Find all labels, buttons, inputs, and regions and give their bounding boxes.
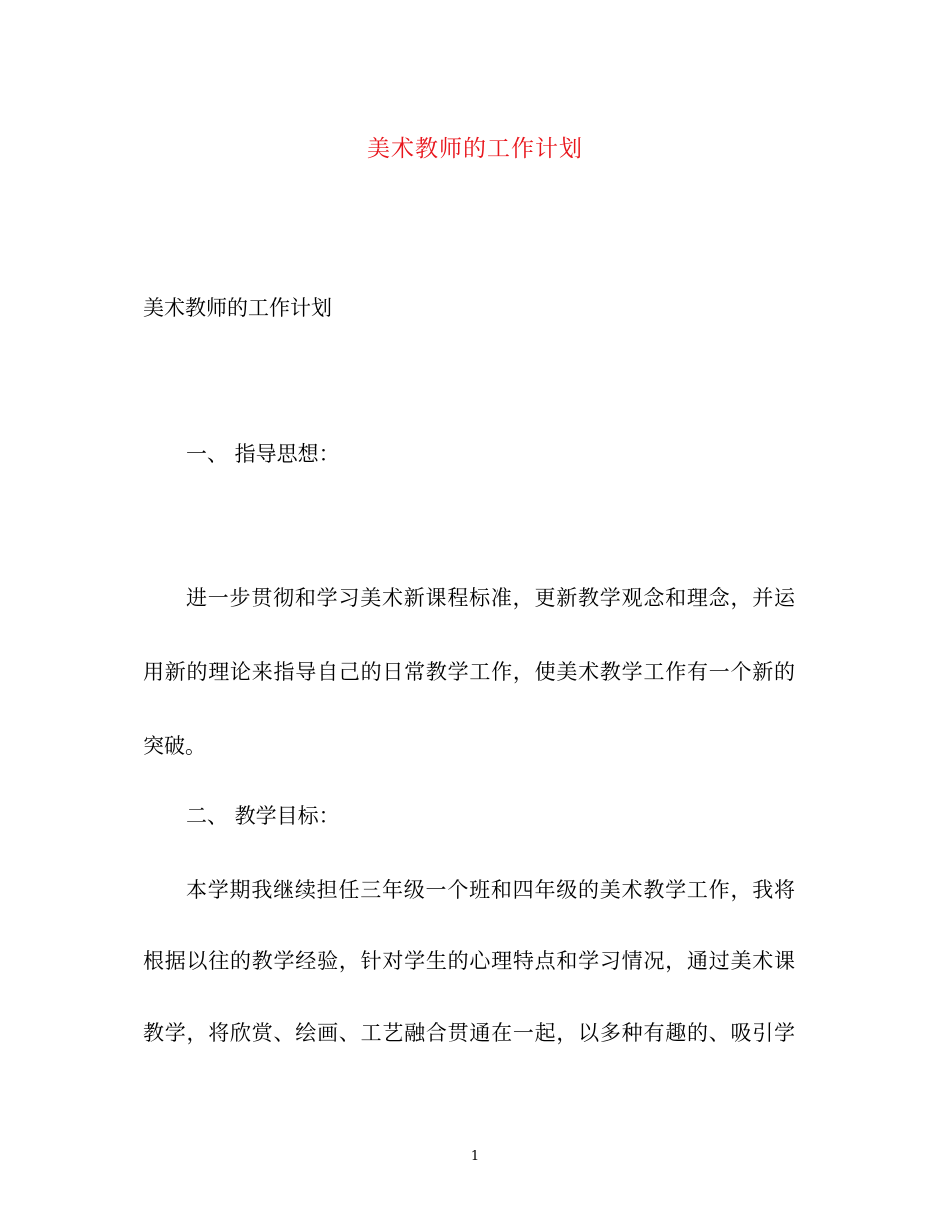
paragraph-line: 本学期我继续担任三年级一个班和四年级的美术教学工作，我将 — [186, 878, 795, 902]
document-subtitle: 美术教师的工作计划 — [143, 296, 332, 320]
paragraph-line: 根据以往的教学经验，针对学生的心理特点和学习情况，通过美术课 — [143, 949, 795, 973]
paragraph-line: 教学，将欣赏、绘画、工艺融合贯通在一起，以多种有趣的、吸引学 — [143, 1021, 795, 1045]
document-title: 美术教师的工作计划 — [367, 136, 583, 162]
section-heading-teaching-goals: 二、 教学目标： — [186, 804, 340, 828]
page-number: 1 — [470, 1149, 480, 1164]
section-heading-guiding-ideology: 一、 指导思想： — [186, 442, 340, 466]
paragraph-line: 用新的理论来指导自己的日常教学工作，使美术教学工作有一个新的 — [143, 660, 795, 684]
paragraph-line: 进一步贯彻和学习美术新课程标准，更新教学观念和理念，并运 — [186, 586, 795, 610]
paragraph-line: 突破。 — [143, 734, 206, 758]
